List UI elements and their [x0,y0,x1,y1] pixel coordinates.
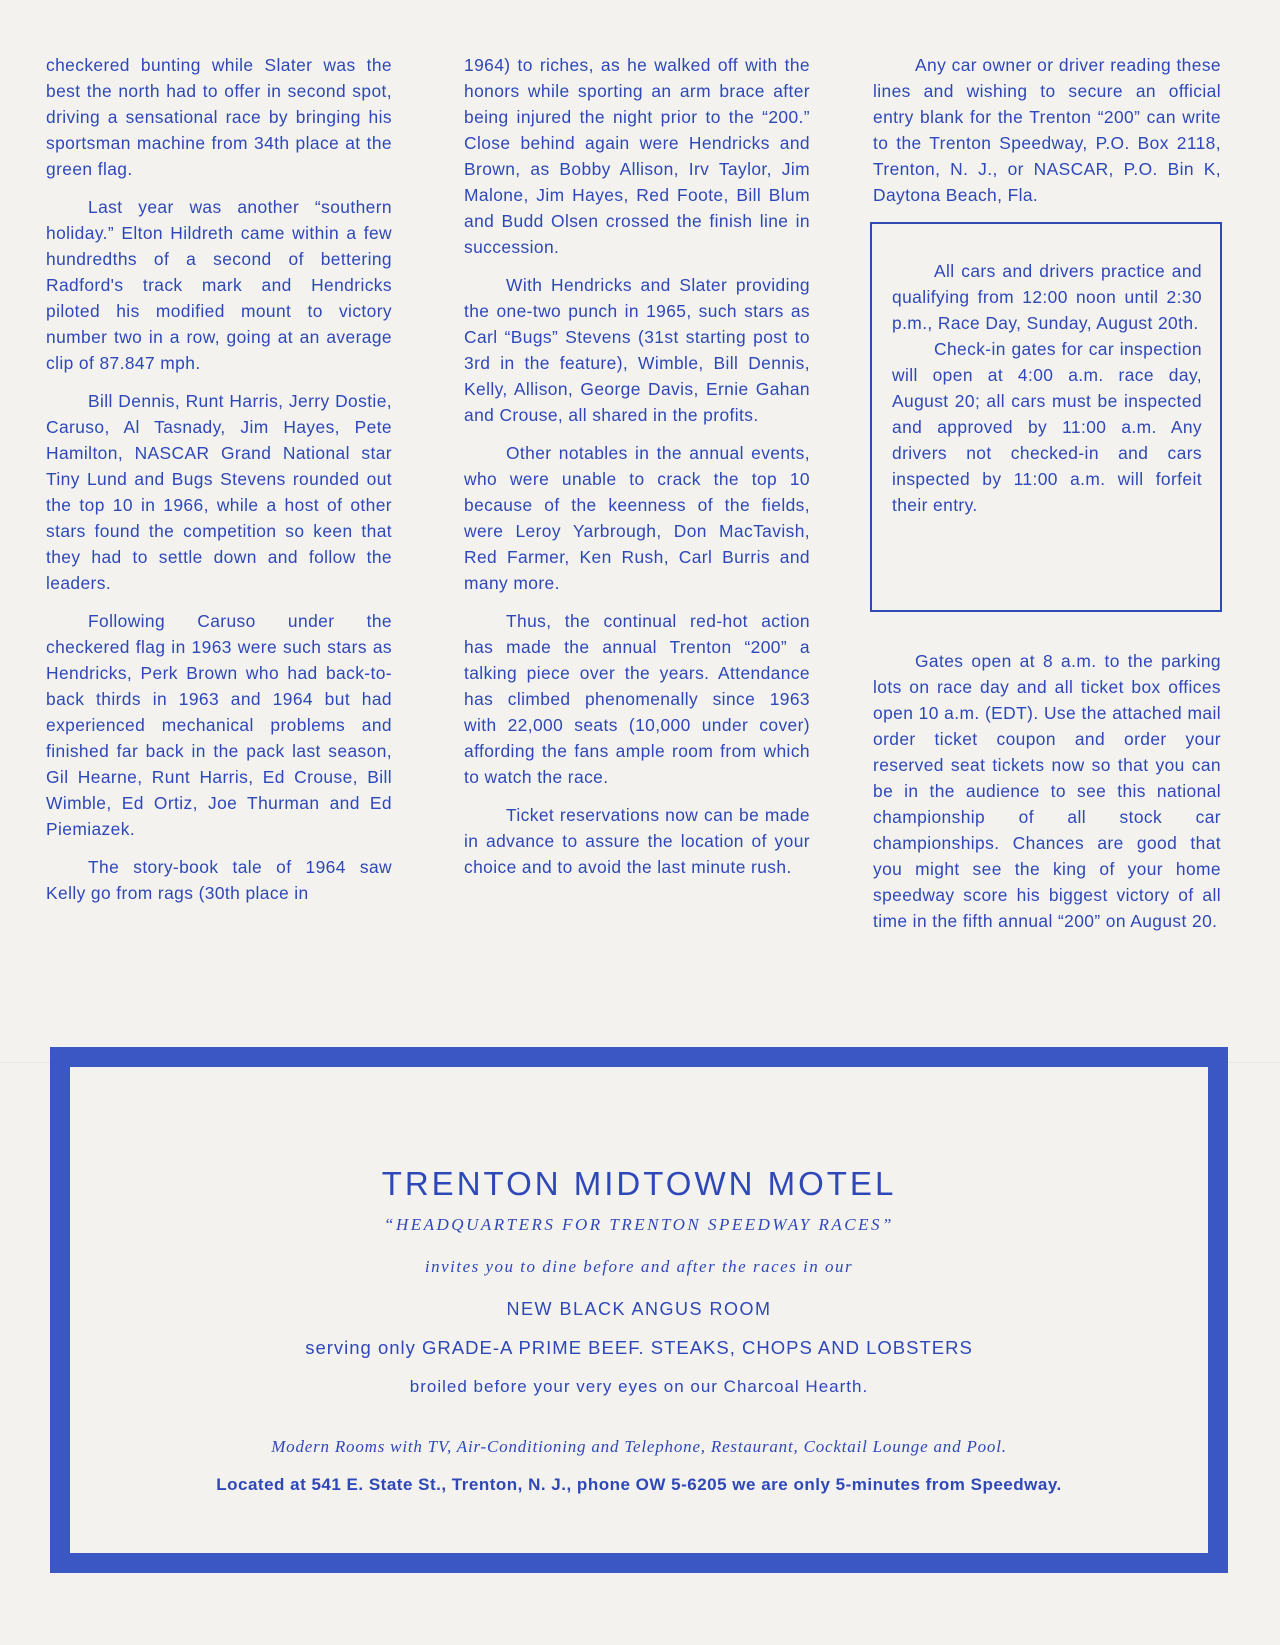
article-paragraph: The story-book tale of 1964 saw Kelly go from rags (30th place in [46,857,392,903]
article-paragraph: Ticket reservations now can be made in advance to assure the location of your choice and to avoid the last minute rush. [464,805,810,877]
article-paragraph: Last year was another “southern holiday.” Elton Hildreth came within a few hundredths of a second of bettering Radford's track mark and Hendricks piloted his modified mount to victory number two in a row, going at an average clip of 87.847 mph. [46,197,392,373]
article-paragraph: Thus, the continual red-hot action has made the annual Trenton “200” a talking piece over the years. Attendance has climbed phenomenally since 1963 with 22,000 seats (10,000 under cover) affording the fans ample room from which to watch the race. [464,611,810,787]
article-paragraph: Bill Dennis, Runt Harris, Jerry Dostie, Caruso, Al Tasnady, Jim Hayes, Pete Hamilton, NASCAR Grand National star Tiny Lund and Bugs Stevens rounded out the top 10 in 1966, while a host of other stars found the competition so keen that they had to settle down and follow the leaders. [46,391,392,593]
article-paragraph: Other notables in the annual events, who were unable to crack the top 10 because of the keenness of the fields, were Leroy Yarbrough, Don MacTavish, Red Farmer, Ken Rush, Carl Burris and many more. [464,443,810,593]
article-column-2 [464,52,810,892]
restaurant-name: NEW BLACK ANGUS ROOM [506,1299,772,1319]
motel-advertisement [50,1047,1228,1573]
article-column-3 [873,52,1221,946]
practice-notice: All cars and drivers practice and qualifying from 12:00 noon until 2:30 p.m., Race Day, Sunday, August 20th. [892,261,1202,333]
gates-paragraph: Gates open at 8 a.m. to the parking lots on race day and all ticket box offices open 10 a.m. (EDT). Use the attached mail order ticket coupon and order your reserved seat tickets now so that you can be in the audience to see this national championship of all stock car championships. Chances are good that you might see the king of your home speedway score his biggest victory of all time in the fifth annual “200” on August 20. [873,651,1221,931]
motel-tagline: “HEADQUARTERS FOR TRENTON SPEEDWAY RACES” [384,1215,894,1234]
dining-invite: invites you to dine before and after the races in our [424,1257,854,1276]
race-day-notice-box [870,222,1222,612]
motel-title: TRENTON MIDTOWN MOTEL [381,1165,897,1202]
article-paragraph: 1964) to riches, as he walked off with the honors while sporting an arm brace after being injured the night prior to the “200.” Close behind again were Hendricks and Brown, as Bobby Allison, Irv Taylor, Jim Malone, Jim Hayes, Red Foote, Bill Blum and Budd Olsen crossed the finish line in succession. [464,55,810,257]
article-paragraph: Following Caruso under the checkered flag in 1963 were such stars as Hendricks, Perk Brown who had back-to-back thirds in 1963 and 1964 but had experienced mechanical problems and finished far back in the pack last season, Gil Hearne, Runt Harris, Ed Crouse, Bill Wimble, Ed Ortiz, Joe Thurman and Ed Piemiazek. [46,611,392,839]
article-column-1 [46,52,392,918]
article-paragraph: With Hendricks and Slater providing the one-two punch in 1965, such stars as Carl “Bugs” Stevens (31st starting post to 3rd in the feature), Wimble, Bill Dennis, Kelly, Allison, George Davis, Ernie Gahan and Crouse, all shared in the profits. [464,275,810,425]
article-paragraph: checkered bunting while Slater was the best the north had to offer in second spot, driving a sensational race by bringing his sportsman machine from 34th place at the green flag. [46,55,392,179]
hearth-line: broiled before your very eyes on our Charcoal Hearth. [409,1377,869,1396]
location-line: Located at 541 E. State St., Trenton, N. J., phone OW 5-6205 we are only 5-minutes from Speedway. [216,1475,1062,1494]
menu-line: serving only GRADE-A PRIME BEEF. STEAKS, CHOPS AND LOBSTERS [305,1337,973,1358]
check-in-notice: Check-in gates for car inspection will open at 4:00 a.m. race day, August 20; all cars must be inspected and approved by 11:00 a.m. Any drivers not checked-in and cars inspected by 11:00 a.m. will forfeit their entry. [892,339,1202,515]
entry-blank-paragraph: Any car owner or driver reading these lines and wishing to secure an official entry blank for the Trenton “200” can write to the Trenton Speedway, P.O. Box 2118, Trenton, N. J., or NASCAR, P.O. Bin K, Daytona Beach, Fla. [873,55,1221,205]
amenities-line: Modern Rooms with TV, Air-Conditioning and Telephone, Restaurant, Cocktail Lounge and Pool. [271,1437,1007,1456]
